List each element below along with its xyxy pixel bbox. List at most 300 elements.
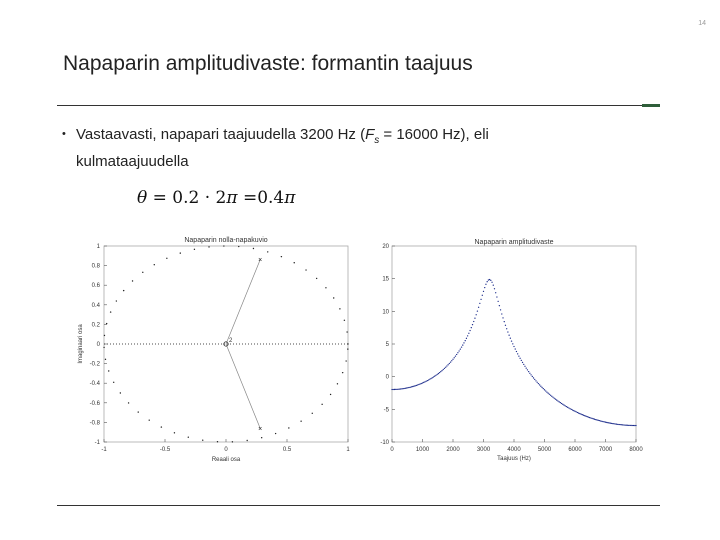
amp-curve-point [421, 383, 422, 384]
amp-xtick-label: 7000 [598, 447, 613, 453]
amp-curve-point [487, 281, 488, 282]
amp-plot-area [392, 246, 636, 442]
bullet-dot-icon: • [62, 128, 66, 140]
amp-curve-point [496, 296, 497, 297]
amp-ytick-label: 0 [385, 374, 389, 381]
amp-curve-point [494, 288, 495, 289]
amp-curve-point [402, 388, 403, 389]
amp-curve-point [549, 394, 550, 395]
amp-curve-point [532, 376, 533, 377]
pz-unit-circle-dot [267, 251, 268, 252]
amp-curve-point [589, 417, 590, 418]
amp-curve-point [619, 424, 620, 425]
amp-curve-point [416, 385, 417, 386]
pz-ylabel: Imaginaari osa [78, 324, 84, 364]
amp-curve-point [477, 310, 478, 311]
amp-curve-point [578, 412, 579, 413]
pz-unit-circle-dot [149, 419, 150, 420]
pz-unit-circle-dot [246, 440, 247, 441]
bullet-text: Vastaavasti, napapari taajuudella 3200 Hz ($F_s = 16000$ Hz), eli kulmataajuudella [76, 126, 489, 170]
pz-ytick-label: -1 [94, 440, 100, 446]
amp-curve-point [434, 376, 435, 377]
amp-curve-point [526, 367, 527, 368]
amp-curve-point [411, 386, 412, 387]
pz-ytick-label: 0.6 [91, 283, 100, 290]
amp-curve-point [568, 407, 569, 408]
amp-curve-point [606, 422, 607, 423]
pz-unit-circle-dot [316, 278, 317, 279]
amp-curve-point [584, 415, 585, 416]
amp-curve-point [410, 387, 411, 388]
amp-curve-point [441, 370, 442, 371]
pz-unit-circle-dot [194, 249, 195, 250]
amp-curve-point [501, 313, 502, 314]
amp-curve-point [634, 425, 635, 426]
amp-xtick-label: 2000 [446, 447, 460, 453]
pz-unit-circle-dot [347, 348, 348, 349]
amp-curve-point [554, 398, 555, 399]
amp-curve-point [468, 333, 469, 334]
amp-curve-point [534, 379, 535, 380]
amp-curve-point [613, 423, 614, 424]
page-number: 14 [698, 20, 706, 27]
amp-curve-point [567, 407, 568, 408]
amp-curve-point [573, 410, 574, 411]
pz-ytick-label: 0 [96, 342, 100, 348]
pz-unit-circle-dot [180, 252, 181, 253]
amp-curve-point [436, 374, 437, 375]
amp-curve-point [401, 388, 402, 389]
amp-curve-point [444, 368, 445, 369]
pz-unit-circle-dot [108, 370, 109, 371]
amp-curve-point [616, 424, 617, 425]
amp-curve-point [426, 381, 427, 382]
pz-unit-circle-dot [113, 382, 114, 383]
amp-curve-point [449, 363, 450, 364]
amp-curve-point [624, 424, 625, 425]
pz-unit-circle-dot [208, 246, 209, 247]
pz-xtick-label: 1 [346, 447, 350, 453]
pz-xtick-label: -0.5 [159, 447, 171, 453]
amp-curve-point [579, 413, 580, 414]
pz-unit-circle-dot [120, 392, 121, 393]
amp-curve-point [566, 406, 567, 407]
amp-curve-point [615, 423, 616, 424]
amp-curve-point [601, 421, 602, 422]
amp-curve-point [432, 377, 433, 378]
amp-curve-point [490, 280, 491, 281]
pz-unit-circle-dot [217, 441, 218, 442]
pz-unit-circle-dot [142, 272, 143, 273]
amp-curve-point [630, 425, 631, 426]
pz-unit-circle-dot [333, 297, 334, 298]
amp-curve-point [510, 338, 511, 339]
amp-curve-point [598, 420, 599, 421]
amp-curve-point [415, 385, 416, 386]
pz-unit-circle-dot [104, 335, 105, 336]
pz-xtick-label: 0.5 [282, 447, 292, 453]
amp-ytick-label: 10 [382, 309, 389, 316]
pz-unit-circle-dot [188, 437, 189, 438]
amp-curve-point [465, 340, 466, 341]
amp-curve-point [485, 284, 486, 285]
amp-curve-point [530, 374, 531, 375]
amp-xtick-label: 0 [390, 447, 394, 453]
bullet-point [62, 124, 622, 172]
title-divider [57, 105, 660, 106]
amp-curve-point [593, 418, 594, 419]
amp-curve-point [611, 423, 612, 424]
amp-curve-point [489, 279, 490, 280]
amp-curve-point [541, 387, 542, 388]
amp-ytick-label: 15 [382, 276, 389, 283]
amp-curve-point [469, 330, 470, 331]
amp-curve-point [618, 424, 619, 425]
amp-curve-point [561, 403, 562, 404]
amp-curve-point [590, 417, 591, 418]
amp-curve-point [594, 419, 595, 420]
amp-xtick-label: 8000 [629, 447, 643, 453]
amp-curve-point [440, 371, 441, 372]
amplitude-response-chart [372, 236, 650, 464]
pz-ytick-label: 0.8 [91, 263, 100, 270]
amp-curve-point [478, 307, 479, 308]
pz-unit-circle-dot [202, 439, 203, 440]
amp-curve-point [562, 404, 563, 405]
amp-curve-point [558, 401, 559, 402]
amp-curve-point [522, 362, 523, 363]
amp-curve-point [632, 425, 633, 426]
amp-curve-point [461, 346, 462, 347]
amp-curve-point [427, 380, 428, 381]
amp-curve-point [408, 387, 409, 388]
amp-curve-point [557, 400, 558, 401]
amp-curve-point [460, 348, 461, 349]
amp-curve-point [502, 317, 503, 318]
amp-curve-point [413, 386, 414, 387]
pz-ytick-label: 0.4 [91, 302, 100, 309]
amp-curve-point [629, 425, 630, 426]
amp-curve-point [476, 314, 477, 315]
amp-curve-point [458, 350, 459, 351]
amp-curve-point [466, 338, 467, 339]
pz-xtick-label: -1 [101, 447, 107, 453]
pz-pole-lower: × [258, 425, 263, 433]
amp-curve-point [539, 384, 540, 385]
pz-unit-circle-dot [132, 280, 133, 281]
amp-curve-point [418, 384, 419, 385]
amp-curve-point [626, 425, 627, 426]
amp-curve-point [483, 291, 484, 292]
pz-unit-circle-dot [345, 360, 346, 361]
pz-unit-circle-dot [223, 245, 224, 246]
amp-curve-point [607, 422, 608, 423]
amp-curve-point [451, 360, 452, 361]
pz-unit-circle-dot [300, 421, 301, 422]
pz-unit-circle-dot [154, 264, 155, 265]
pz-unit-circle-dot [105, 359, 106, 360]
amp-curve-point [497, 301, 498, 302]
amp-curve-point [428, 379, 429, 380]
pz-unit-circle-dot [337, 383, 338, 384]
pz-unit-circle-dot [232, 441, 233, 442]
amp-curve-point [405, 388, 406, 389]
amp-curve-point [506, 328, 507, 329]
amp-curve-point [543, 388, 544, 389]
amp-curve-point [523, 364, 524, 365]
pz-unit-circle-dot [174, 432, 175, 433]
amp-xlabel: Taajuus (Hz) [497, 456, 531, 462]
amp-curve-point [412, 386, 413, 387]
amp-curve-point [455, 356, 456, 357]
amp-ytick-label: -10 [380, 440, 389, 446]
amp-title: Napaparin amplitudivaste [474, 239, 554, 246]
amp-curve-point [516, 351, 517, 352]
pz-unit-circle-dot [128, 402, 129, 403]
amp-curve-point [605, 422, 606, 423]
amp-curve-point [595, 419, 596, 420]
pz-unit-circle-dot [123, 290, 124, 291]
amp-curve-point [585, 416, 586, 417]
pz-xtick-label: 0 [224, 447, 228, 453]
amp-curve-point [505, 325, 506, 326]
pz-unit-circle-dot [344, 320, 345, 321]
pz-ytick-label: -0.8 [89, 420, 100, 427]
amp-xtick-label: 5000 [537, 447, 552, 453]
amp-curve-point [450, 361, 451, 362]
amp-curve-point [424, 381, 425, 382]
amp-xtick-label: 6000 [568, 447, 582, 453]
angle-equation: θ = 0.2 · 2π =0.4π [137, 188, 296, 208]
amp-curve-point [404, 388, 405, 389]
amp-curve-point [512, 343, 513, 344]
amp-curve-point [406, 387, 407, 388]
pz-unit-circle-dot [288, 427, 289, 428]
amp-curve-point [419, 383, 420, 384]
amp-curve-point [540, 386, 541, 387]
amp-curve-point [456, 354, 457, 355]
pz-xlabel: Reaali osa [211, 457, 241, 463]
amp-curve-point [604, 421, 605, 422]
amp-curve-point [587, 416, 588, 417]
amp-curve-point [438, 373, 439, 374]
amp-curve-point [395, 389, 396, 390]
pz-unit-circle-dot [294, 262, 295, 263]
amp-curve-point [488, 279, 489, 280]
amp-curve-point [528, 371, 529, 372]
amp-curve-point [583, 415, 584, 416]
pz-pole-upper: × [258, 257, 263, 265]
amp-curve-point [422, 382, 423, 383]
pz-title: Napaparin nolla-napakuvio [184, 237, 268, 244]
pz-unit-circle-dot [116, 300, 117, 301]
amp-curve-point [560, 402, 561, 403]
amp-curve-point [435, 375, 436, 376]
amp-curve-point [628, 425, 629, 426]
amp-curve-point [599, 420, 600, 421]
pz-unit-circle-dot [325, 287, 326, 288]
amp-curve-point [482, 295, 483, 296]
amp-curve-point [569, 408, 570, 409]
amp-curve-point [391, 389, 392, 390]
pz-pole-line-lower [226, 344, 260, 428]
amp-curve-point [472, 324, 473, 325]
amp-curve-point [462, 344, 463, 345]
amp-curve-point [511, 340, 512, 341]
amp-xtick-label: 3000 [476, 447, 491, 453]
pz-unit-circle-dot [346, 331, 347, 332]
pz-unit-circle-dot [106, 323, 107, 324]
amp-curve-point [550, 395, 551, 396]
amp-curve-point [617, 424, 618, 425]
amp-curve-point [452, 359, 453, 360]
amp-curve-point [439, 372, 440, 373]
amp-curve-point [576, 411, 577, 412]
amp-curve-point [612, 423, 613, 424]
amp-curve-point [635, 425, 636, 426]
amp-curve-point [563, 404, 564, 405]
amp-curve-point [519, 358, 520, 359]
amp-curve-point [610, 423, 611, 424]
amp-curve-point [504, 321, 505, 322]
amp-curve-point [623, 424, 624, 425]
pz-ytick-label: 1 [96, 244, 100, 250]
amp-curve-point [423, 382, 424, 383]
amp-curve-point [577, 412, 578, 413]
amp-curve-point [417, 384, 418, 385]
pz-pole-line-upper [226, 260, 260, 344]
amp-curve-point [535, 380, 536, 381]
amp-curve-point [433, 376, 434, 377]
amp-curve-point [571, 409, 572, 410]
amp-curve-point [393, 389, 394, 390]
pz-ytick-label: -0.4 [89, 381, 100, 388]
amp-curve-point [552, 397, 553, 398]
amp-curve-point [463, 342, 464, 343]
pz-ytick-label: -0.2 [89, 361, 100, 368]
amp-curve-point [538, 383, 539, 384]
amp-curve-point [545, 390, 546, 391]
amp-curve-point [484, 287, 485, 288]
pz-unit-circle-dot [110, 311, 111, 312]
pz-unit-circle-dot [339, 308, 340, 309]
amp-ytick-label: -5 [383, 407, 389, 414]
amp-curve-point [445, 367, 446, 368]
footer-divider [57, 505, 660, 506]
amp-curve-point [627, 425, 628, 426]
amp-curve-point [493, 285, 494, 286]
pz-unit-circle-dot [281, 256, 282, 257]
amp-curve-point [471, 327, 472, 328]
pz-ytick-label: -0.6 [89, 400, 100, 407]
amp-curve-point [480, 299, 481, 300]
pz-unit-circle-dot [342, 372, 343, 373]
pz-unit-circle-dot [312, 413, 313, 414]
pz-unit-circle-dot [305, 269, 306, 270]
amp-curve-point [446, 365, 447, 366]
pz-unit-circle-dot [103, 347, 104, 348]
amp-curve-point [633, 425, 634, 426]
amp-curve-point [454, 357, 455, 358]
amp-curve-point [517, 353, 518, 354]
pz-unit-circle-dot [330, 394, 331, 395]
pz-unit-circle-dot [275, 433, 276, 434]
pz-unit-circle-dot [253, 248, 254, 249]
amp-curve-point [474, 318, 475, 319]
pz-unit-circle-dot [238, 246, 239, 247]
amp-curve-point [551, 396, 552, 397]
amp-curve-point [399, 388, 400, 389]
amp-ytick-label: 20 [382, 244, 389, 250]
pz-unit-circle-dot [138, 411, 139, 412]
amp-curve-point [443, 369, 444, 370]
pz-zero-label: 2 [229, 338, 233, 344]
amp-curve-point [574, 411, 575, 412]
amp-curve-point [394, 389, 395, 390]
amp-curve-point [600, 420, 601, 421]
pz-unit-circle-dot [166, 258, 167, 259]
amp-curve-point [596, 419, 597, 420]
pz-unit-circle-dot [321, 404, 322, 405]
pz-unit-circle-dot [261, 437, 262, 438]
amp-curve-point [467, 335, 468, 336]
amp-curve-point [457, 352, 458, 353]
amp-xtick-label: 4000 [507, 447, 521, 453]
amp-curve-point [609, 422, 610, 423]
amp-curve-point [546, 391, 547, 392]
amp-curve-point [508, 335, 509, 336]
amp-curve-point [521, 360, 522, 361]
amp-curve-point [537, 382, 538, 383]
amp-curve-point [548, 393, 549, 394]
amp-curve-point [580, 414, 581, 415]
amp-curve-point [430, 378, 431, 379]
amp-curve-point [407, 387, 408, 388]
amp-curve-point [544, 389, 545, 390]
amp-ytick-label: 5 [385, 342, 389, 348]
amp-curve-point [588, 416, 589, 417]
amp-curve-point [500, 309, 501, 310]
amp-curve-point [495, 292, 496, 293]
amp-curve-point [429, 379, 430, 380]
slide-title: Napaparin amplitudivaste: formantin taajuus [63, 52, 473, 75]
amp-curve-point [513, 346, 514, 347]
amp-curve-point [447, 364, 448, 365]
amp-curve-point [507, 331, 508, 332]
amp-curve-point [572, 409, 573, 410]
amp-curve-point [565, 405, 566, 406]
amp-curve-point [397, 389, 398, 390]
amp-curve-point [491, 282, 492, 283]
amp-curve-point [527, 369, 528, 370]
amp-curve-point [591, 418, 592, 419]
amp-curve-point [518, 355, 519, 356]
title-divider-accent [642, 104, 660, 107]
amp-curve-point [556, 399, 557, 400]
amp-curve-point [622, 424, 623, 425]
amp-curve-point [533, 377, 534, 378]
amp-curve-point [396, 389, 397, 390]
amp-xtick-label: 1000 [415, 447, 430, 453]
amp-curve-point [479, 303, 480, 304]
pz-unit-circle-dot [161, 426, 162, 427]
amp-curve-point [555, 399, 556, 400]
amp-curve-point [602, 421, 603, 422]
amp-curve-point [529, 373, 530, 374]
amp-curve-point [499, 305, 500, 306]
amp-curve-point [524, 366, 525, 367]
amp-curve-point [400, 388, 401, 389]
